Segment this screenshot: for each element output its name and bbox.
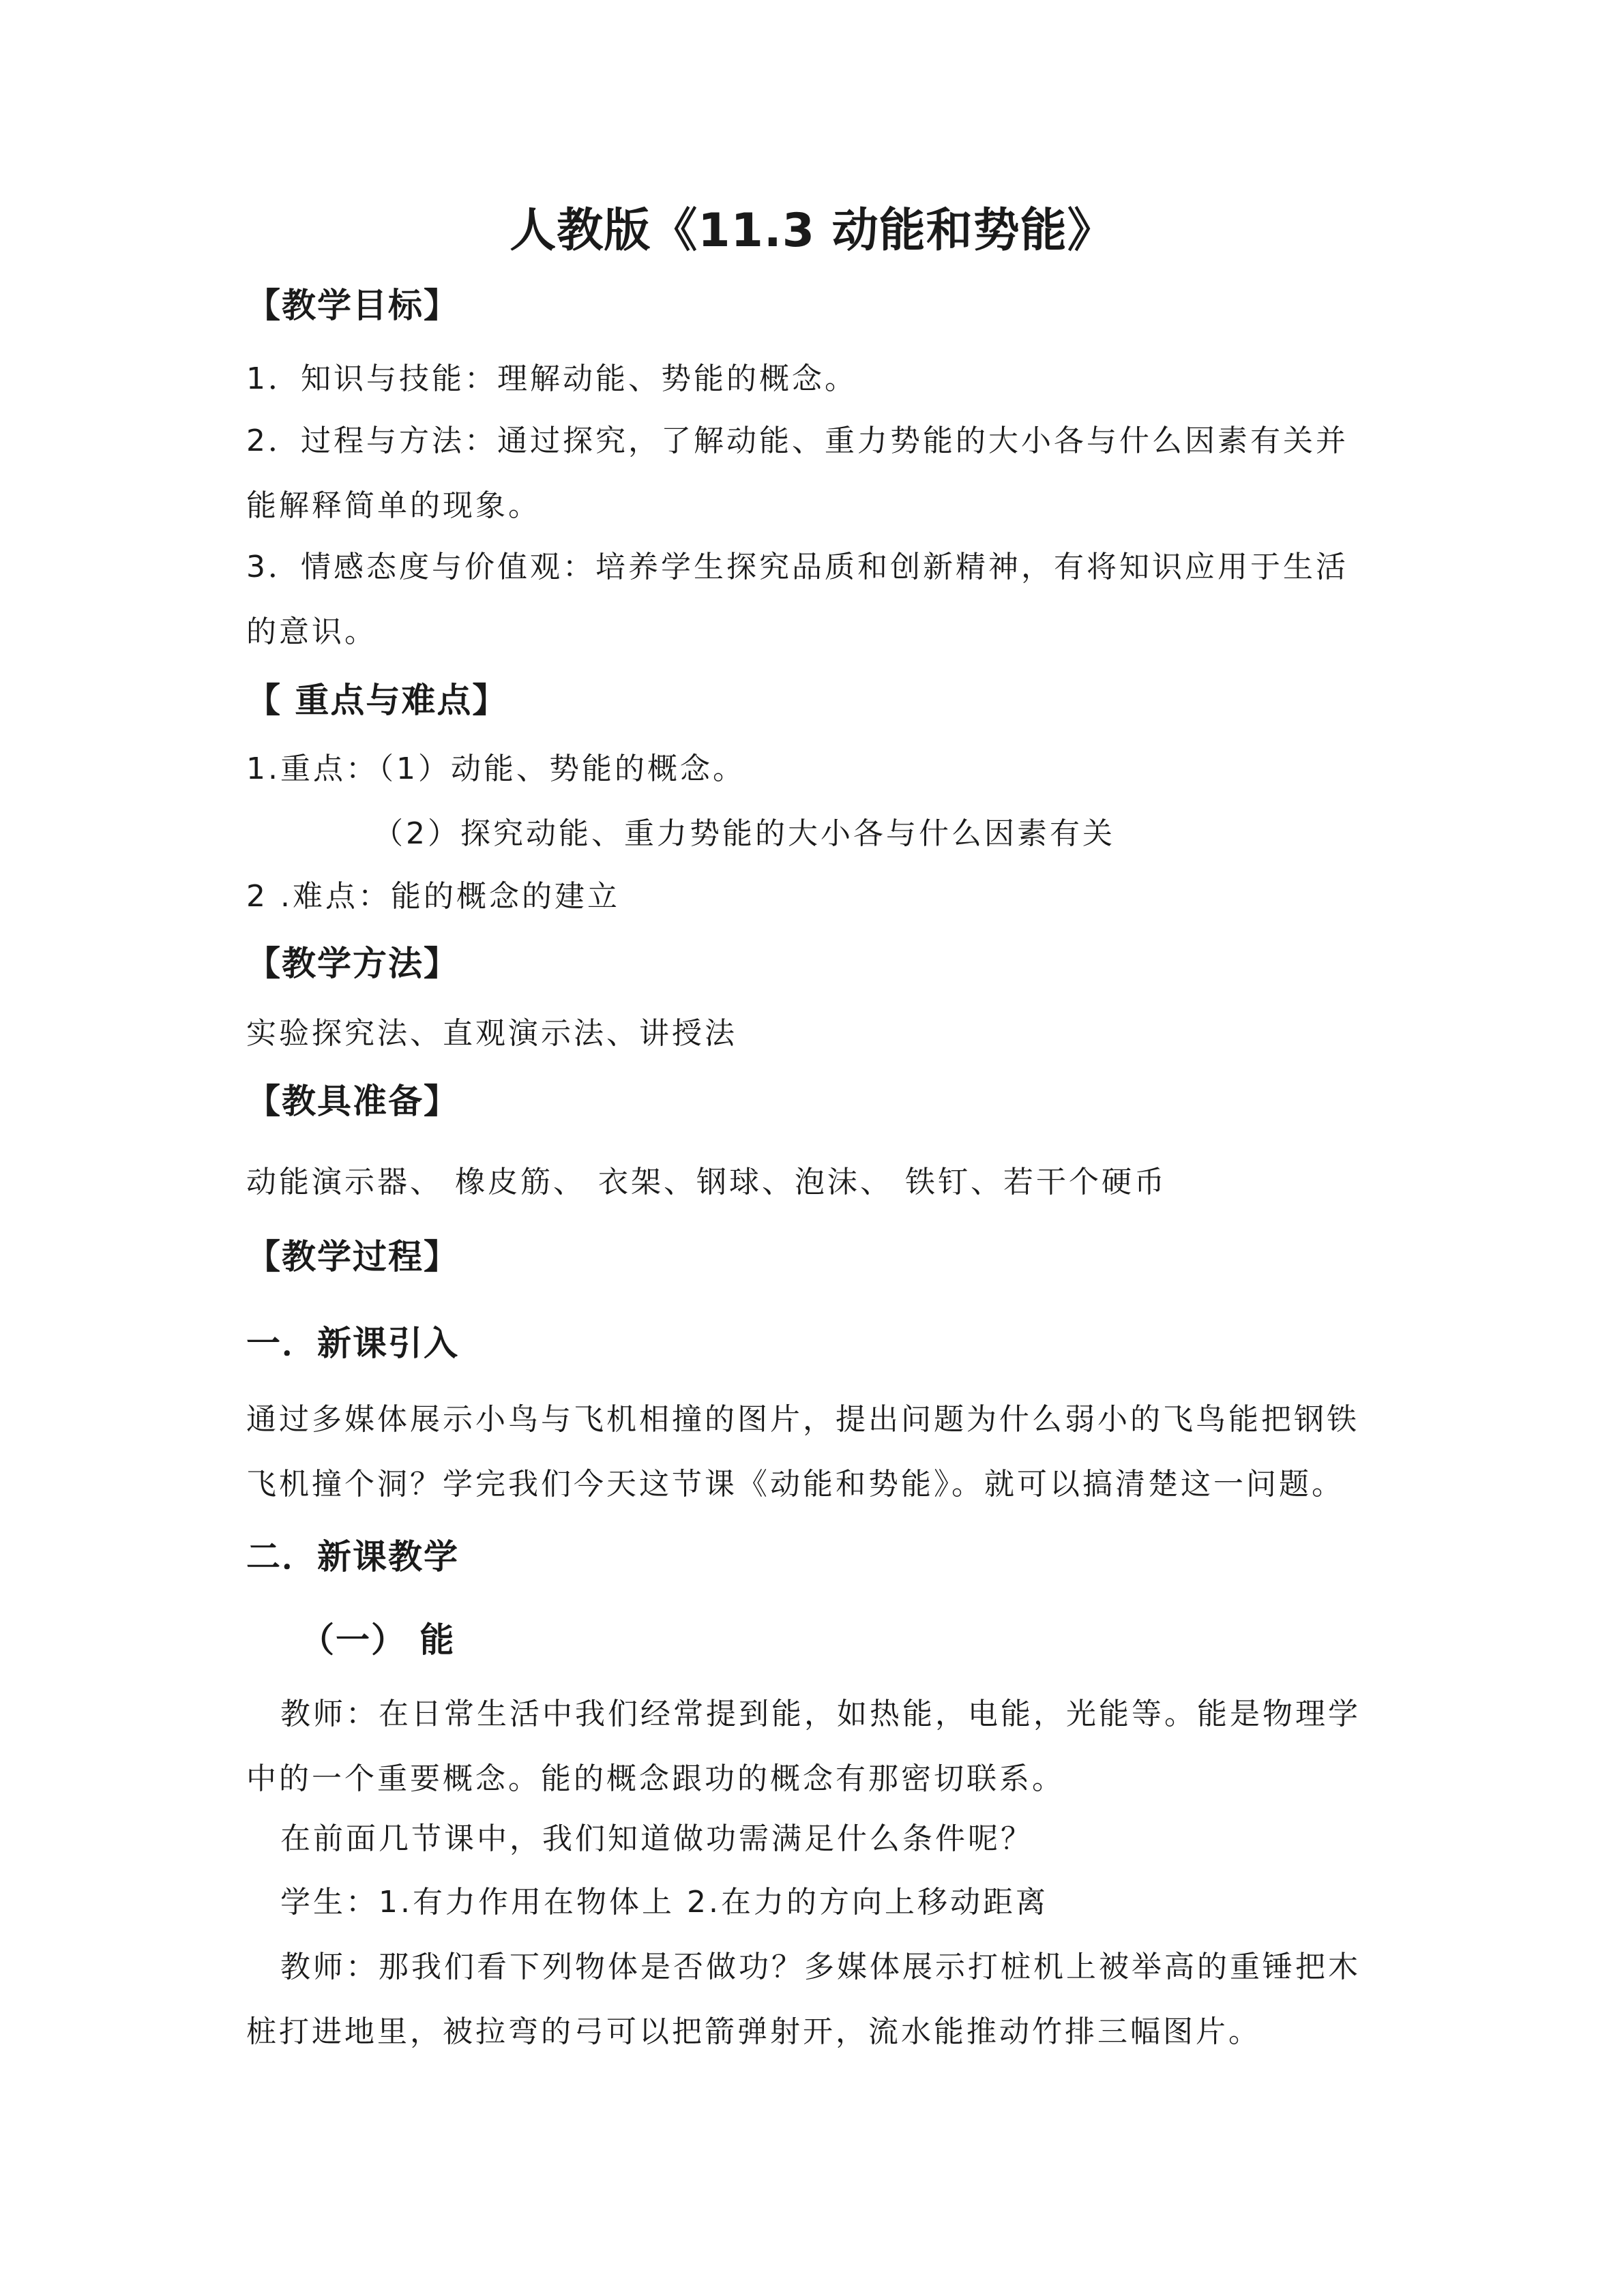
subsection-1-heading: （一） 能 [300, 1620, 456, 1660]
section-1-heading: 一．新课引入 [246, 1324, 459, 1363]
objectives-heading: 【教学目标】 [246, 286, 459, 325]
materials-text: 动能演示器、 橡皮筋、 衣架、钢球、泡沫、 铁钉、若干个硬币 [246, 1165, 1167, 1199]
methods-heading: 【教学方法】 [246, 944, 459, 983]
document-title: 人教版《11.3 动能和势能》 [510, 204, 1114, 258]
key-point-2: （2）探究动能、重力势能的大小各与什么因素有关 [373, 816, 1115, 851]
objective-item-2: 2．过程与方法：通过探究，了解动能、重力势能的大小各与什么因素有关并能解释简单的现象。 [246, 423, 1348, 523]
materials-heading: 【教具准备】 [246, 1082, 459, 1121]
key-point-1: 1.重点：（1）动能、势能的概念。 [246, 751, 745, 786]
paragraph-student: 学生：1.有力作用在物体上 2.在力的方向上移动距离 [280, 1885, 1048, 1920]
paragraph-question: 在前面几节课中，我们知道做功需满足什么条件呢？ [280, 1821, 1033, 1856]
objective-item-1: 1．知识与技能：理解动能、势能的概念。 [246, 361, 857, 396]
section-2-heading: 二．新课教学 [246, 1537, 459, 1577]
process-heading: 【教学过程】 [246, 1237, 459, 1277]
key-points-heading: 【 重点与难点】 [246, 681, 508, 720]
difficulty-point: 2 .难点：能的概念的建立 [246, 879, 620, 914]
paragraph-teacher-2: 教师：那我们看下列物体是否做功？多媒体展示打桩机上被举高的重锤把木桩打进地里，被拉弯的弓可以把箭弹射开，流水能推动竹排三幅图片。 [246, 1950, 1361, 2049]
section-1-text: 通过多媒体展示小鸟与飞机相撞的图片，提出问题为什么弱小的飞鸟能把钢铁飞机撞个洞？学完我们今天这节课《动能和势能》。就可以搞清楚这一问题。 [246, 1402, 1359, 1502]
methods-text: 实验探究法、直观演示法、讲授法 [246, 1016, 737, 1051]
objective-item-3: 3．情感态度与价值观：培养学生探究品质和创新精神，有将知识应用于生活的意识。 [246, 550, 1348, 649]
paragraph-teacher-1: 教师：在日常生活中我们经常提到能，如热能，电能，光能等。能是物理学中的一个重要概念。能的概念跟功的概念有那密切联系。 [246, 1697, 1361, 1796]
